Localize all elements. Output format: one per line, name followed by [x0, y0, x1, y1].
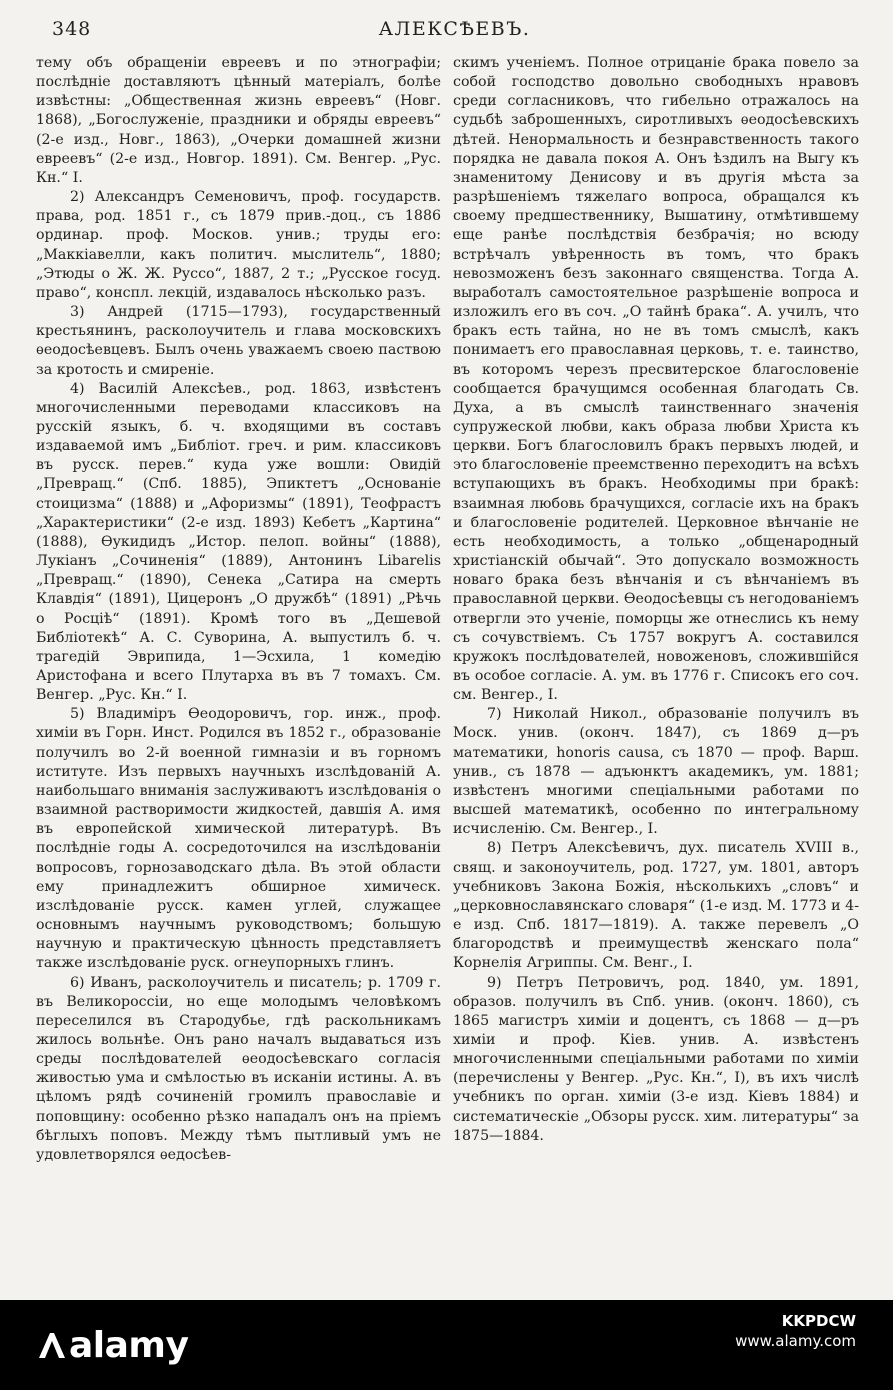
alamy-logo-icon: [35, 1328, 69, 1358]
page-header: [52, 18, 857, 46]
image-id: KKPDCW: [781, 1312, 856, 1330]
left-column: [36, 54, 441, 1165]
entry-vladimir: 5) Владиміръ Ѳеодоровичъ, гор. инж., проф. химіи въ Горн. Инст. Родился въ 1852 г., образованіе получилъ во 2-й военной гимназіи и въ горномъ иституте. Изъ первыхъ научныхъ изслѣдованій А. наибольшаго вниманія заслуживаютъ изслѣдованія о взаимной растворимости жидкостей, давшія А. имя въ европейской химической литературѣ. Въ послѣдніе годы А. сосредоточился на изслѣдованіи вопросовъ, горнозаводскаго дѣла. Въ этой области ему принадлежитъ обширное химическ. изслѣдованіе русск. камен углей, служащее основнымъ научнымъ руководствомъ; большую научную и практическую цѣнность представляетъ также изслѣдованіе руск. огнеупорныхъ глинъ.: [36, 706, 441, 972]
entry-aleksandr: 2) Александръ Семеновичъ, проф. государств. права, род. 1851 г., съ 1879 прив.-доц., съ 1886 ординар. проф. Москов. унив.; труды его: „Маккіавелли, какъ политич. мыслитель“, 1880; „Этюды о Ж. Ж. Руссо“, 1887, 2 т.; „Русское госуд. право“, конспл. лекцій, издавалось нѣсколько разъ.: [36, 189, 441, 301]
entry-andrei: 3) Андрей (1715—1793), государственный крестьянинъ, расколоучитель и глава московскихъ ѳеодосѣевцевъ. Былъ очень уважаемъ своею паствою за кротость и смиреніе.: [36, 304, 441, 378]
running-head: АЛЕКСѢЕВЪ.: [378, 18, 531, 40]
entry-ivan-continued: скимъ ученіемъ. Полное отрицаніе брака повело за собой господство довольно свободныхъ нравовъ среди согласниковъ, что гибельно отражалось на судьбѣ заброшенныхъ, сиротливыхъ ѳеодосѣевскихъ дѣтей. Ненормальность и безнравственность такого порядка не давала покоя А. Онъ ѣздилъ на Выгу къ знаменитому Денисову и въ другія мѣста за разрѣшеніемъ тяжелаго вопроса, обращался къ своему предшественнику, Вышатину, отмѣтившему еще ранѣе послѣдствія безбрачія; но всюду встрѣчалъ увѣренность въ томъ, что бракъ невозможенъ безъ законнаго священства. Тогда А. выработалъ самостоятельное разрѣшеніе вопроса и изложилъ его въ соч. „О тайнѣ брака“. А. училъ, что бракъ есть тайна, но не въ томъ смыслѣ, какъ понимаетъ его православная церковь, т. е. таинство, въ которомъ черезъ пресвитерское благословеніе сообщается брачущимся особенная благодать Св. Духа, а въ смыслѣ таинственнаго значенія супружеской любви, какъ образа любви Христа къ церкви. Богъ благословилъ бракъ первыхъ людей, и это благословеніе преемственно переходитъ на всѣхъ вступающихъ въ бракъ. Необходимы при бракѣ: взаимная любовь брачущихся, согласіе ихъ на бракъ и благословеніе родителей. Церковное вѣнчаніе не есть необходимость, а только „общенародный христіанскій обычай“. Это допускало возможность новаго брака безъ вѣнчанія и съ вѣнчаніемъ въ православной церкви. Ѳеодосѣевцы съ негодованіемъ отвергли это ученіе, поморцы же отнеслись къ нему съ сочувствіемъ. Съ 1757 вокругъ А. составился кружокъ послѣдователей, новоженовъ, сложившійся въ особое согласіе. А. ум. въ 1776 г. Списокъ его соч. см. Венгер., I.: [453, 55, 859, 704]
alamy-logo: [35, 1325, 188, 1366]
alamy-logo-text: alamy: [69, 1325, 189, 1366]
watermark-url: www.alamy.com: [735, 1332, 856, 1350]
right-column: [453, 54, 859, 1146]
entry-petr-petrovich: 9) Петръ Петровичъ, род. 1840, ум. 1891, образов. получилъ въ Спб. унив. (оконч. 1860), съ 1865 магистръ химіи и доцентъ, съ 1868 — д—ръ химіи и проф. Кіев. унив. А. извѣстенъ многочисленными спеціальными работами по химіи (перечислены у Венгер. „Рус. Кн.“, I), въ ихъ числѣ учебникъ по орган. химіи (3-е изд. Кіевъ 1884) и систематическіе „Обзоры русск. хим. литературы“ за 1875—1884.: [453, 974, 859, 1144]
entry-nikolai: 7) Николай Никол., образованіе получилъ въ Моск. унив. (оконч. 1847), съ 1869 д—ръ математики, honoris causa, съ 1870 — проф. Варш. унив., съ 1878 — адъюнктъ академикъ, ум. 1881; извѣстенъ многими спеціальными работами по высшей математикѣ, особенно по интегральному исчисленію. См. Венгер., I.: [453, 706, 859, 838]
page-number: 348: [52, 18, 92, 40]
entry-ivan: 6) Иванъ, расколоучитель и писатель; р. 1709 г. въ Великороссіи, но еще молодымъ человѣкомъ переселился въ Стародубье, гдѣ раскольникамъ жилось вольнѣе. Онъ рано началъ выдаваться изъ среды послѣдователей ѳеодосѣевскаго согласія живостью ума и смѣлостью въ исканіи истины. А. въ цѣломъ рядѣ сочиненій громилъ православіе и поповщину: особенно рѣзко нападалъ онъ на пріемъ бѣглыхъ поповъ. Между тѣмъ пытливый умъ не удовлетворялся ѳедосѣев-: [36, 974, 441, 1163]
paragraph-continuation: тему объ обращеніи евреевъ и по этнографіи; послѣдніе доставляютъ цѣнный матеріалъ, болѣе извѣстны: „Общественная жизнь евреевъ“ (Новг. 1868), „Богослуженіе, праздники и обряды евреевъ“ (2-е изд., Новг., 1863), „Очерки домашней жизни евреевъ“ (2-е изд., Новгор. 1891). См. Венгер. „Рус. Кн.“ I.: [36, 55, 441, 186]
entry-vasilii: 4) Василій Алексѣев., род. 1863, извѣстенъ многочисленными переводами классиковъ на русскій языкъ, б. ч. входящими въ составъ издаваемой имъ „Библіот. греч. и рим. классиковъ въ русск. перев.“ куда уже вошли: Овидій „Превращ.“ (Спб. 1885), Эпиктетъ „Основаніе стоицизма“ (1888) и „Афоризмы“ (1891), Теофрастъ „Характеристики“ (2-е изд. 1893) Кебетъ „Картина“ (1888), Ѳукидидъ „Истор. пелоп. войны“ (1888), Лукіанъ „Сочиненія“ (1889), Антонинъ Libarelis „Превращ.“ (1890), Сенека „Сатира на смерть Клавдія“ (1891), Цицеронъ „О дружбѣ“ (1891) „Рѣчь о Росціѣ“ (1891). Кромѣ того въ „Дешевой Библіотекѣ“ А. С. Суворина, А. выпустилъ б. ч. трагедій Эврипида, 1—Эсхила, 1 комедію Аристофана и всего Плутарха въ въ 7 томахъ. См. Венгер. „Рус. Кн.“ I.: [36, 380, 441, 704]
entry-petr-alekseevich: 8) Петръ Алексѣевичъ, дух. писатель XVIII в., свящ. и законоучитель, род. 1727, ум. 1801, авторъ учебниковъ Закона Божія, нѣсколькихъ „словъ“ и „церковнославянскаго словаря“ (1-е изд. М. 1773 и 4-е изд. Спб. 1817—1819). А. также перевелъ „О благородствѣ и преимуществѣ женскаго пола“ Корнелія Агриппы. См. Венг., I.: [453, 840, 859, 972]
